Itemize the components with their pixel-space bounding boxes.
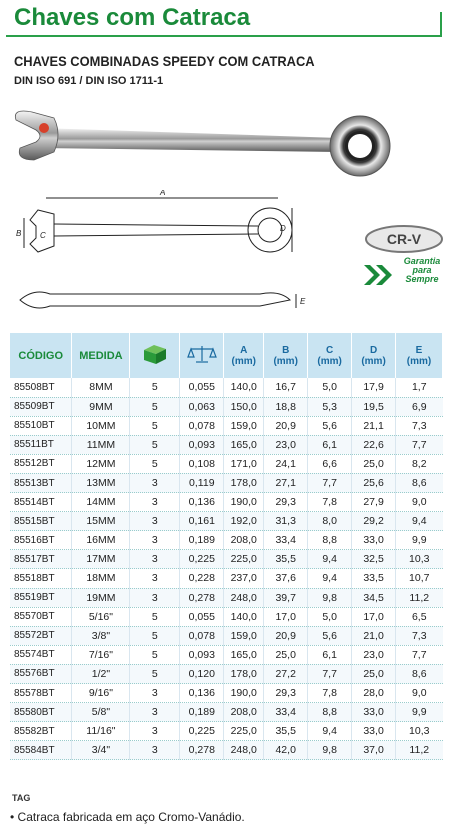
title-corner-mark [440,12,442,37]
table-cell: 9MM [72,397,130,416]
table-cell: 10MM [72,416,130,435]
table-cell: 190,0 [224,493,264,512]
table-cell: 85512BT [10,454,72,473]
table-cell: 3 [130,588,180,607]
table-cell: 11/16" [72,722,130,741]
table-row [10,416,443,435]
table-cell: 27,2 [264,664,308,683]
table-cell: 0,136 [180,684,224,703]
specs-table [10,333,443,760]
col-d: D (mm) [352,333,396,378]
table-cell: 34,5 [352,588,396,607]
table-cell: 29,3 [264,684,308,703]
table-cell: 19,5 [352,397,396,416]
col-c: C (mm) [308,333,352,378]
table-cell: 0,189 [180,531,224,550]
table-cell: 8,8 [308,703,352,722]
col-b: B (mm) [264,333,308,378]
table-cell: 9,4 [396,512,443,531]
table-cell: 9,8 [308,741,352,760]
table-cell: 3 [130,703,180,722]
table-cell: 190,0 [224,684,264,703]
table-cell: 33,5 [352,569,396,588]
table-cell: 9,4 [308,569,352,588]
table-row [10,607,443,626]
table-body [10,378,443,760]
table-cell: 21,0 [352,626,396,645]
table-cell: 33,0 [352,531,396,550]
table-cell: 14MM [72,493,130,512]
table-cell: 85582BT [10,722,72,741]
table-cell: 42,0 [264,741,308,760]
table-cell: 5/16" [72,607,130,626]
table-cell: 0,278 [180,588,224,607]
table-cell: 237,0 [224,569,264,588]
table-cell: 0,119 [180,473,224,492]
table-cell: 7,7 [396,645,443,664]
table-cell: 3 [130,684,180,703]
table-cell: 20,9 [264,416,308,435]
table-cell: 165,0 [224,645,264,664]
table-row [10,588,443,607]
tag-label: TAG [12,793,31,803]
table-row [10,645,443,664]
table-cell: 85572BT [10,626,72,645]
table-cell: 85513BT [10,473,72,492]
table-cell: 85574BT [10,645,72,664]
table-cell: 7,7 [396,435,443,454]
table-cell: 208,0 [224,531,264,550]
table-cell: 33,0 [352,703,396,722]
table-cell: 31,3 [264,512,308,531]
table-row [10,473,443,492]
table-cell: 7,7 [308,664,352,683]
table-cell: 33,4 [264,531,308,550]
table-cell: 7,7 [308,473,352,492]
table-cell: 29,3 [264,493,308,512]
col-code: CÓDIGO [10,333,72,378]
table-cell: 7/16" [72,645,130,664]
table-cell: 85518BT [10,569,72,588]
table-cell: 11,2 [396,741,443,760]
table-cell: 85578BT [10,684,72,703]
dimension-b-label: B [16,229,22,238]
table-cell: 39,7 [264,588,308,607]
col-e: E (mm) [396,333,443,378]
dimension-d-label: D [280,224,286,233]
table-cell: 6,1 [308,435,352,454]
table-cell: 8,8 [308,531,352,550]
table-cell: 12MM [72,454,130,473]
table-cell: 178,0 [224,664,264,683]
table-cell: 11,2 [396,588,443,607]
table-cell: 0,093 [180,645,224,664]
table-row [10,435,443,454]
table-cell: 32,5 [352,550,396,569]
table-cell: 11MM [72,435,130,454]
table-cell: 192,0 [224,512,264,531]
table-cell: 1/2" [72,664,130,683]
table-cell: 171,0 [224,454,264,473]
table-cell: 13MM [72,473,130,492]
table-cell: 3 [130,473,180,492]
table-cell: 37,0 [352,741,396,760]
dimension-a-label: A [160,190,166,197]
table-cell: 5 [130,645,180,664]
table-cell: 21,1 [352,416,396,435]
table-cell: 208,0 [224,703,264,722]
table-cell: 22,6 [352,435,396,454]
table-cell: 33,4 [264,703,308,722]
title-bar [0,0,453,38]
table-cell: 9,4 [308,722,352,741]
table-cell: 0,228 [180,569,224,588]
table-cell: 6,9 [396,397,443,416]
wrench-photo [10,100,400,190]
table-cell: 85517BT [10,550,72,569]
table-cell: 18,8 [264,397,308,416]
table-cell: 7,8 [308,684,352,703]
table-cell: 3 [130,493,180,512]
table-cell: 3 [130,531,180,550]
table-cell: 85576BT [10,664,72,683]
table-cell: 15MM [72,512,130,531]
table-cell: 0,055 [180,378,224,397]
table-cell: 85509BT [10,397,72,416]
table-cell: 159,0 [224,626,264,645]
table-row [10,512,443,531]
table-cell: 20,9 [264,626,308,645]
table-cell: 9/16" [72,684,130,703]
table-cell: 225,0 [224,550,264,569]
table-cell: 8,2 [396,454,443,473]
table-cell: 10,3 [396,722,443,741]
table-cell: 5,0 [308,378,352,397]
table-row [10,626,443,645]
technical-drawing [10,190,310,320]
table-cell: 16MM [72,531,130,550]
table-cell: 10,3 [396,550,443,569]
table-cell: 33,0 [352,722,396,741]
table-cell: 17MM [72,550,130,569]
table-cell: 3/4" [72,741,130,760]
table-cell: 85570BT [10,607,72,626]
table-cell: 8,6 [396,664,443,683]
col-a: A (mm) [224,333,264,378]
table-cell: 7,3 [396,416,443,435]
table-cell: 225,0 [224,722,264,741]
table-cell: 85514BT [10,493,72,512]
table-cell: 0,225 [180,550,224,569]
table-cell: 19MM [72,588,130,607]
table-cell: 3/8" [72,626,130,645]
table-cell: 9,8 [308,588,352,607]
table-row [10,397,443,416]
table-header-row [10,333,443,378]
table-cell: 5/8" [72,703,130,722]
table-cell: 7,3 [396,626,443,645]
title-underline [6,35,442,37]
table-row [10,722,443,741]
table-row [10,664,443,683]
table-cell: 9,0 [396,684,443,703]
table-cell: 3 [130,512,180,531]
table-cell: 159,0 [224,416,264,435]
table-cell: 5 [130,454,180,473]
table-cell: 165,0 [224,435,264,454]
table-row [10,531,443,550]
table-cell: 28,0 [352,684,396,703]
table-cell: 85584BT [10,741,72,760]
table-cell: 37,6 [264,569,308,588]
crv-badge [364,224,444,254]
table-cell: 8,6 [396,473,443,492]
dimension-e-label: E [300,297,306,306]
table-cell: 5,6 [308,416,352,435]
table-cell: 0,120 [180,664,224,683]
table-cell: 5 [130,397,180,416]
table-cell: 248,0 [224,588,264,607]
guarantee-badge [362,257,452,297]
crv-label: CR-V [386,231,422,247]
table-cell: 9,4 [308,550,352,569]
table-row [10,741,443,760]
table-cell: 9,9 [396,531,443,550]
table-cell: 3 [130,741,180,760]
table-cell: 35,5 [264,550,308,569]
table-row [10,684,443,703]
table-cell: 0,063 [180,397,224,416]
table-cell: 0,278 [180,741,224,760]
table-cell: 23,0 [352,645,396,664]
table-cell: 85508BT [10,378,72,397]
material-note: • Catraca fabricada em aço Cromo-Vanádio. [10,810,245,824]
guarantee-text: Garantia para Sempre [403,256,441,284]
table-cell: 3 [130,569,180,588]
table-cell: 0,108 [180,454,224,473]
table-cell: 23,0 [264,435,308,454]
table-cell: 3 [130,550,180,569]
table-cell: 9,9 [396,703,443,722]
table-cell: 6,1 [308,645,352,664]
table-cell: 3 [130,722,180,741]
table-cell: 6,6 [308,454,352,473]
table-cell: 0,189 [180,703,224,722]
col-size: MEDIDA [72,333,130,378]
table-cell: 140,0 [224,607,264,626]
table-cell: 9,0 [396,493,443,512]
table-cell: 17,0 [352,607,396,626]
table-row [10,493,443,512]
table-cell: 18MM [72,569,130,588]
table-cell: 25,0 [264,645,308,664]
table-cell: 24,1 [264,454,308,473]
col-weight [180,333,224,378]
table-cell: 85580BT [10,703,72,722]
norm-standard: DIN ISO 691 / DIN ISO 1711-1 [14,75,164,87]
table-cell: 25,6 [352,473,396,492]
table-cell: 8,0 [308,512,352,531]
table-cell: 29,2 [352,512,396,531]
table-cell: 0,078 [180,626,224,645]
table-cell: 25,0 [352,664,396,683]
box-icon [142,342,168,366]
table-cell: 0,093 [180,435,224,454]
table-cell: 85516BT [10,531,72,550]
table-cell: 150,0 [224,397,264,416]
table-row [10,454,443,473]
table-cell: 0,055 [180,607,224,626]
table-cell: 10,7 [396,569,443,588]
table-cell: 5 [130,607,180,626]
table-row [10,378,443,397]
table-cell: 5 [130,664,180,683]
table-cell: 27,1 [264,473,308,492]
table-cell: 5 [130,435,180,454]
table-row [10,703,443,722]
page-title: Chaves com Catraca [14,4,251,31]
table-cell: 8MM [72,378,130,397]
table-cell: 85515BT [10,512,72,531]
table-cell: 0,225 [180,722,224,741]
table-cell: 178,0 [224,473,264,492]
table-cell: 16,7 [264,378,308,397]
table-cell: 248,0 [224,741,264,760]
dimension-c-label: C [40,231,46,240]
table-cell: 17,9 [352,378,396,397]
table-cell: 5,3 [308,397,352,416]
product-subtitle: CHAVES COMBINADAS SPEEDY COM CATRACA [14,53,315,69]
table-cell: 140,0 [224,378,264,397]
table-cell: 6,5 [396,607,443,626]
table-row [10,569,443,588]
table-cell: 85519BT [10,588,72,607]
table-cell: 0,136 [180,493,224,512]
table-cell: 0,161 [180,512,224,531]
table-cell: 85510BT [10,416,72,435]
col-box-qty [130,333,180,378]
table-cell: 1,7 [396,378,443,397]
table-cell: 25,0 [352,454,396,473]
table-cell: 5,0 [308,607,352,626]
table-cell: 17,0 [264,607,308,626]
table-cell: 27,9 [352,493,396,512]
table-cell: 5,6 [308,626,352,645]
table-row [10,550,443,569]
table-cell: 0,078 [180,416,224,435]
chevron-arrows-icon [362,263,396,287]
table-cell: 5 [130,416,180,435]
table-cell: 5 [130,378,180,397]
table-cell: 7,8 [308,493,352,512]
table-cell: 85511BT [10,435,72,454]
table-cell: 35,5 [264,722,308,741]
table-cell: 5 [130,626,180,645]
scale-icon [187,343,217,365]
